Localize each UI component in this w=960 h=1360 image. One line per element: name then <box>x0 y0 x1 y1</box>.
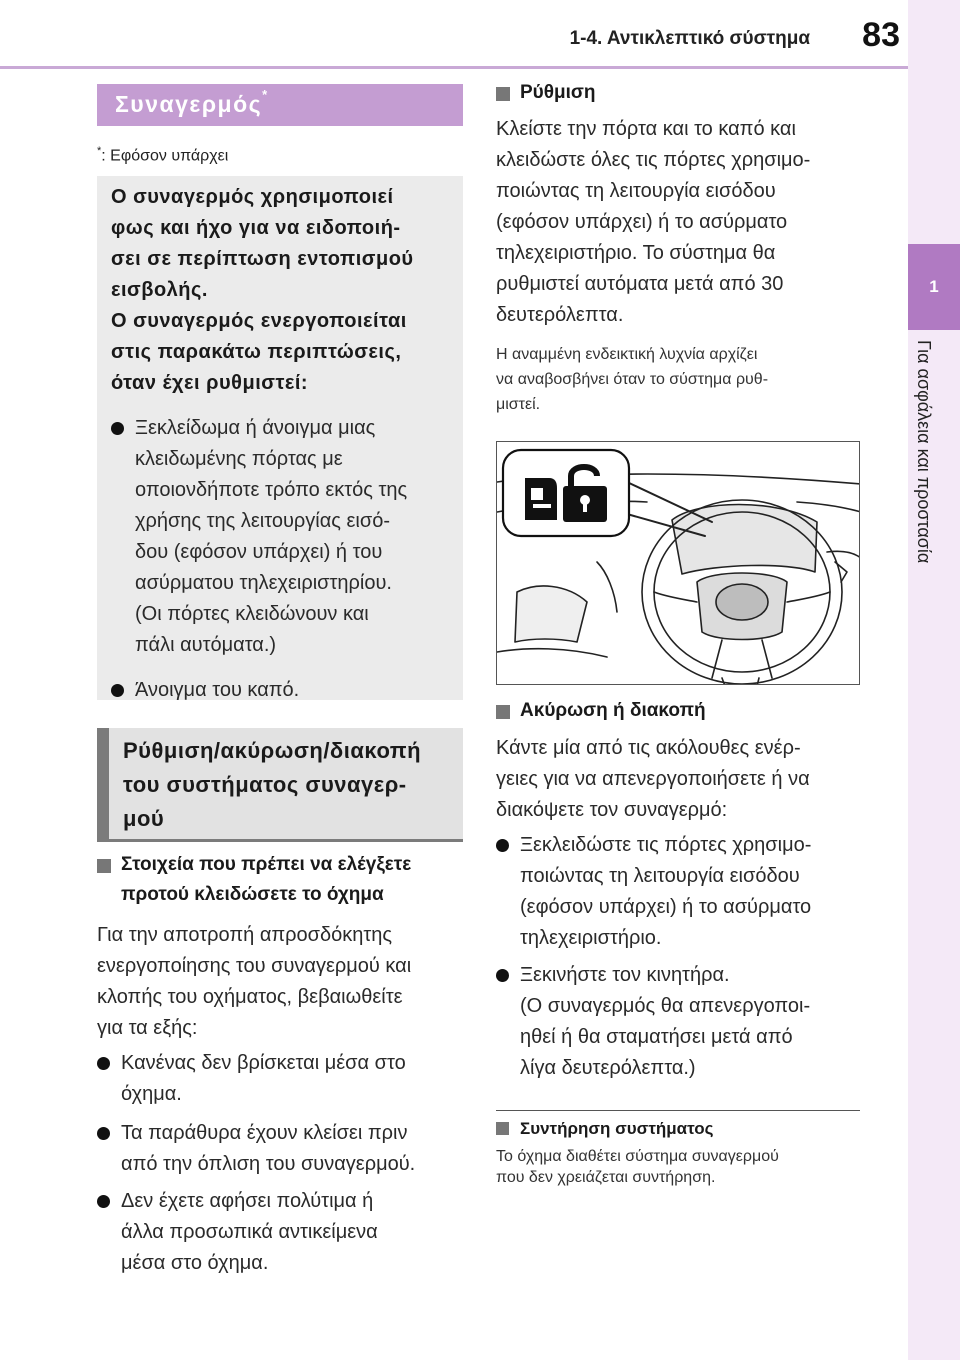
body-line: ρυθμιστεί αυτόματα μετά από 30 <box>496 273 784 295</box>
heading-line: Στοιχεία που πρέπει να ελέγξετε <box>121 854 412 875</box>
section-heading <box>97 84 463 126</box>
body-line: γειες για να απενεργοποιήσετε ή να <box>496 768 810 790</box>
heading-line: Συντήρηση συστήματος <box>520 1119 714 1138</box>
subsection-underline <box>97 839 463 842</box>
square-marker-icon <box>496 705 510 719</box>
cancel-heading <box>496 696 860 726</box>
list-line: (Ο συναγερμός θα απενεργοποι- <box>520 995 811 1017</box>
body-line: δευτερόλεπτα. <box>496 304 624 326</box>
list-line: (εφόσον υπάρχει) ή το ασύρματο <box>520 896 812 918</box>
intro-line: Ο συναγερμός χρησιμοποιεί <box>111 186 394 208</box>
list-item <box>111 413 449 661</box>
list-line: ηθεί ή θα σταματήσει μετά από <box>520 1026 793 1048</box>
section-divider <box>496 1110 860 1111</box>
list-item <box>97 1118 463 1180</box>
check-items-heading <box>97 850 463 910</box>
bullet-dot-icon <box>97 1127 110 1140</box>
body-line: Το όχημα διαθέτει σύστημα συναγερμού <box>496 1148 779 1165</box>
subsection-line: Ρύθμιση/ακύρωση/διακοπή <box>123 738 422 763</box>
intro-line: όταν έχει ρυθμιστεί: <box>111 372 309 394</box>
list-line: λίγα δευτερόλεπτα.) <box>520 1057 696 1079</box>
list-line: δου (εφόσον υπάρχει) ή του <box>135 541 383 563</box>
list-line: ασύρματου τηλεχειριστηρίου. <box>135 572 392 594</box>
bullet-dot-icon <box>97 1195 110 1208</box>
maintenance-heading <box>496 1116 860 1142</box>
maintenance-body <box>496 1146 860 1188</box>
dashboard-illustration <box>496 441 860 685</box>
list-line: Τα παράθυρα έχουν κλείσει πριν <box>121 1122 408 1144</box>
list-item <box>496 960 860 1084</box>
body-line: κλοπής του οχήματος, βεβαιωθείτε <box>97 986 403 1008</box>
list-line: όχημα. <box>121 1083 182 1105</box>
body-line: (εφόσον υπάρχει) ή το ασύρματο <box>496 211 788 233</box>
heading-line: Ακύρωση ή διακοπή <box>520 700 706 721</box>
intro-line: φως και ήχο για να ειδοποιή- <box>111 217 401 239</box>
list-line: ποιώντας τη λειτουργία εισόδου <box>520 865 800 887</box>
bullet-dot-icon <box>97 1057 110 1070</box>
heading-line: προτού κλειδώσετε το όχημα <box>121 884 384 905</box>
list-line: οποιονδήποτε τρόπο εκτός της <box>135 479 408 501</box>
page-number: 83 <box>862 16 900 54</box>
list-line: Ξεκλειδώστε τις πόρτες χρησιμο- <box>520 834 812 856</box>
list-line: Κανένας δεν βρίσκεται μέσα στο <box>121 1052 406 1074</box>
square-marker-icon <box>496 1122 509 1135</box>
list-line: κλειδωμένης πόρτας με <box>135 448 343 470</box>
section-title-marker: * <box>262 87 269 102</box>
body-line: Κλείστε την πόρτα και το καπό και <box>496 118 796 140</box>
body-line: κλειδώστε όλες τις πόρτες χρησιμο- <box>496 149 811 171</box>
list-item <box>97 1048 463 1110</box>
setting-heading <box>496 78 860 108</box>
subsection-line: μού <box>123 806 165 831</box>
intro-text <box>111 182 449 399</box>
side-strip <box>908 0 960 1360</box>
footnote-marker: * <box>97 145 102 157</box>
square-marker-icon <box>97 859 111 873</box>
square-marker-icon <box>496 87 510 101</box>
list-line: (Οι πόρτες κλειδώνουν και <box>135 603 369 625</box>
setting-note <box>496 342 860 417</box>
intro-line: σει σε περίπτωση εντοπισμού <box>111 248 414 270</box>
list-line: Άνοιγμα του καπό. <box>135 679 300 701</box>
note-line: να αναβοσβήνει όταν το σύστημα ρυθ- <box>496 371 769 388</box>
footnote-text: : Εφόσον υπάρχει <box>101 147 229 165</box>
body-line: ποιώντας τη λειτουργία εισόδου <box>496 180 776 202</box>
list-item <box>97 1186 463 1279</box>
note-line: μιστεί. <box>496 396 541 413</box>
list-line: Δεν έχετε αφήσει πολύτιμα ή <box>121 1190 374 1212</box>
bullet-dot-icon <box>111 684 124 697</box>
chapter-title: 1-4. Αντικλεπτικό σύστημα <box>569 28 810 49</box>
list-line: άλλα προσωπικά αντικείμενα <box>121 1221 378 1243</box>
list-item <box>496 830 860 954</box>
list-line: Ξεκλείδωμα ή άνοιγμα μιας <box>135 417 376 439</box>
note-line: Η αναμμένη ενδεικτική λυχνία αρχίζει <box>496 346 758 363</box>
body-line: διακόψετε τον συναγερμό: <box>496 799 728 821</box>
section-title: Συναγερμός <box>115 91 263 117</box>
intro-line: Ο συναγερμός ενεργοποιείται <box>111 310 407 332</box>
list-line: χρήσης της λειτουργίας εισό- <box>135 510 390 532</box>
footnote <box>97 145 228 165</box>
subsection-heading <box>97 728 463 840</box>
heading-line: Ρύθμιση <box>520 82 596 103</box>
setting-body <box>496 114 860 331</box>
intro-line: στις παρακάτω περιπτώσεις, <box>111 341 402 363</box>
chapter-tab[interactable]: 1 <box>908 244 960 330</box>
dashboard-drawing <box>497 442 860 685</box>
list-line: Ξεκινήστε τον κινητήρα. <box>520 964 730 986</box>
check-items-body <box>97 920 463 1044</box>
bullet-dot-icon <box>496 839 509 852</box>
bullet-dot-icon <box>111 422 124 435</box>
body-line: Για την αποτροπή απροσδόκητης <box>97 924 393 946</box>
cancel-body <box>496 733 860 826</box>
list-line: πάλι αυτόματα.) <box>135 634 277 656</box>
subsection-line: του συστήματος συναγερ- <box>123 772 407 797</box>
body-line: για τα εξής: <box>97 1017 198 1039</box>
body-line: Κάντε μία από τις ακόλουθες ενέρ- <box>496 737 801 759</box>
intro-line: εισβολής. <box>111 279 208 301</box>
list-line: από την όπλιση του συναγερμού. <box>121 1153 416 1175</box>
body-line: ενεργοποίησης του συναγερμού και <box>97 955 412 977</box>
intro-box <box>97 176 463 700</box>
list-item <box>111 675 449 706</box>
body-line: τηλεχειριστήριο. Το σύστημα θα <box>496 242 776 264</box>
list-line: τηλεχειριστήριο. <box>520 927 662 949</box>
chapter-tab-label: Για ασφάλεια και προστασία <box>914 340 934 564</box>
bullet-dot-icon <box>496 969 509 982</box>
body-line: που δεν χρειάζεται συντήρηση. <box>496 1169 716 1186</box>
list-line: μέσα στο όχημα. <box>121 1252 269 1274</box>
trigger-list <box>111 413 449 706</box>
header-divider <box>0 66 908 69</box>
